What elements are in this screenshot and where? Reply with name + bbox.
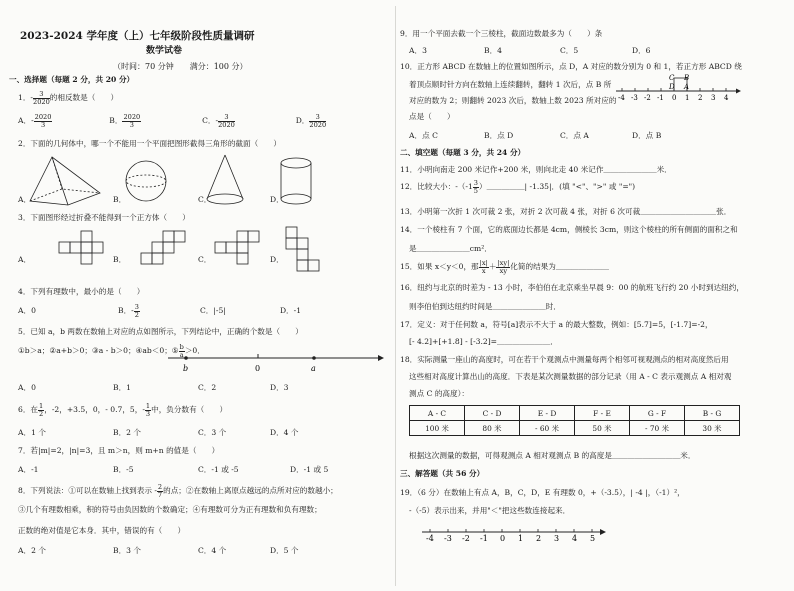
q2-option-d: D． [270, 195, 284, 204]
table-cell: - 60 米 [520, 421, 575, 436]
q9-option-b: B．4 [484, 46, 503, 55]
section-fill-title: 二、填空题（每题 3 分，共 24 分） [400, 148, 526, 157]
question-8-line-1: 8．下列说法：①可以在数轴上找到表示 - $\frac{2}{7}$ 的点；②在数轴上离原点越远的点所对应的数越小； [18, 482, 338, 499]
q3-option-c: C． [198, 255, 212, 264]
q2-solid-figures [0, 153, 394, 213]
question-10-line-4: 点是（ ） [409, 112, 455, 121]
q6-option-a: A．1 个 [18, 428, 46, 437]
q3-option-d: D． [270, 255, 284, 264]
tick-label: -3 [631, 94, 638, 102]
net-c [215, 231, 259, 264]
tick-label: -2 [462, 534, 470, 543]
table-cell: 100 米 [410, 421, 465, 436]
question-13: 13．小明第一次折 1 次可裁 2 张，对折 2 次可裁 4 张，对折 6 次可裁＿＿＿＿＿＿＿＿＿＿张． [400, 207, 732, 216]
table-header-row [410, 406, 740, 421]
q10-option-d: D．点 B [632, 131, 662, 140]
question-18-line-4: 根据这次测量的数据，可得观测点 A 相对观测点 B 的高度是＿＿＿＿＿＿＿＿＿米． [409, 451, 696, 460]
net-a [59, 231, 103, 264]
tick-label: 4 [724, 94, 729, 102]
table-cell: F - E [575, 406, 630, 421]
question-8-line-2: ③几个有理数相乘，积的符号由负因数的个数确定；④有理数可分为正有理数和负有理数； [18, 505, 322, 514]
tick-label: -1 [480, 534, 488, 543]
question-5-items: ①b＞a；②a+b＞0；③a - b＞0；④ab＜0；⑤ $\frac{b}{a}$ ＞0． [18, 342, 205, 359]
q6-option-d: D．4 个 [270, 428, 299, 437]
tick-label: 5 [590, 534, 596, 543]
question-1-options: A．- $\frac{2020}{3}$ B． $\frac{2020}{3}$ C．- $\frac{3}{2020}$ D． $\frac{3}{2020}$ [18, 112, 327, 129]
q8-option-c: C．4 个 [198, 546, 227, 555]
exam-meta: （时间：70 分钟 满分：100 分） [113, 62, 248, 71]
q5-number-line [160, 344, 390, 374]
q10-label-d: D [669, 83, 675, 91]
question-6: 6．在 $\frac{1}{2}$ ，-2，+3.5，0，- 0.7，5，- $\frac{1}{3}$ 中，负分数有（ ） [18, 401, 228, 418]
sphere-figure [126, 161, 166, 201]
q9-option-c: C．5 [560, 46, 579, 55]
question-18-line-3: 测点 C 的高度）： [409, 389, 469, 398]
question-18-line-1: 18．实际测量一座山的高度时，可在若干个观测点中测量每两个相邻可视观测点的相对高度然后用 [400, 355, 729, 364]
q7-option-d: D．-1 或 5 [290, 465, 329, 474]
q10-number-line [612, 72, 742, 112]
table-cell: G - F [630, 406, 685, 421]
q7-option-c: C．-1 或 -5 [198, 465, 239, 474]
tick-label: 3 [554, 534, 560, 543]
question-14-line-1: 14．一个棱柱有 7 个面，它的底面边长都是 4cm，侧棱长 3cm，则这个棱柱的所有侧面的面积之和 [400, 225, 738, 234]
q10-label-a: A [684, 83, 690, 91]
question-11: 11．小明向南走 200 米记作+200 米，则向北走 40 米记作＿＿＿＿＿＿＿米． [400, 165, 672, 174]
q19-number-line [420, 520, 610, 550]
net-b [141, 231, 185, 264]
q9-option-d: D．6 [632, 46, 651, 55]
q10-label-b: B [684, 74, 690, 82]
q2-option-a: A． [18, 195, 32, 204]
height-data-table [409, 405, 740, 436]
q5-option-d: D．3 [270, 383, 289, 392]
q8-option-d: D．5 个 [270, 546, 299, 555]
exam-title: 2023-2024 学年度（上）七年级阶段性质量调研 [20, 30, 255, 42]
question-16-line-1: 16．纽约与北京的时差为 - 13 小时，李伯伯在北京乘坐早晨 9：00 的航班飞行约 20 小时到达纽约， [400, 283, 744, 292]
table-row [410, 421, 740, 436]
question-15: 15．如果 x＜y＜0，那 $\frac{|x|}{x}$ ＋ $\frac{|xy|}{xy}$ 化简的结果为＿＿＿＿＿＿＿ [400, 258, 610, 275]
exam-subject: 数学试卷 [146, 46, 183, 56]
question-17-line-2: [- 4.2]+[+1.8] - [-3.2]=＿＿＿＿＿＿＿． [409, 337, 558, 346]
question-8-line-3: 正数的绝对值是它本身．其中，错误的有（ ） [18, 526, 186, 535]
tick-label: -1 [657, 94, 664, 102]
table-cell: B - G [685, 406, 740, 421]
column-divider [395, 6, 396, 586]
table-cell: 80 米 [465, 421, 520, 436]
cone-figure [207, 155, 243, 204]
tick-label: -4 [618, 94, 625, 102]
tick-label: 4 [572, 534, 578, 543]
q3-option-b: B． [113, 255, 127, 264]
question-5: 5．已知 a，b 两数在数轴上对应的点如图所示，下列结论中，正确的个数是（ ） [18, 327, 303, 336]
table-cell: 50 米 [575, 421, 630, 436]
question-19-line-1: 19．（6 分）在数轴上有点 A，B，C，D，E 有理数 0，+（-3.5），| -4 |，（-1）²， [400, 488, 685, 497]
q5-label-a: a [311, 364, 316, 373]
q5-option-c: C．2 [198, 383, 217, 392]
q6-option-b: B．2 个 [113, 428, 142, 437]
question-10-line-2: 着顶点顺时针方向在数轴上连续翻转，翻转 1 次后，点 B 所 [409, 80, 612, 89]
q9-option-a: A．3 [409, 46, 427, 55]
question-10-line-1: 10．正方形 ABCD 在数轴上的位置如图所示，点 D，A 对应的数分别为 0 和 1，若正方形 ABCD 绕 [400, 62, 742, 71]
q5-option-b: B．1 [113, 383, 132, 392]
question-16-line-2: 则李伯伯到达纽约时间是＿＿＿＿＿＿＿时． [409, 302, 561, 311]
question-17-line-1: 17．定义：对于任何数 a，符号[a]表示不大于 a 的最大整数，例如：[5.7]=5，[-1.7]=-2， [400, 320, 713, 329]
net-d [286, 227, 319, 271]
table-cell: A - C [410, 406, 465, 421]
pyramid-figure [30, 157, 100, 205]
section-answer-title: 三、解答题（共 56 分） [400, 469, 485, 478]
q10-option-a: A．点 C [409, 131, 438, 140]
tick-label: 2 [536, 534, 542, 543]
table-cell: E - D [520, 406, 575, 421]
q6-option-c: C．3 个 [198, 428, 227, 437]
q10-option-b: B．点 D [484, 131, 514, 140]
q7-option-b: B．-5 [113, 465, 134, 474]
q10-option-c: C．点 A [560, 131, 589, 140]
question-3: 3．下面图形经过折叠不能得到一个正方体（ ） [18, 213, 190, 222]
q5-option-a: A．0 [18, 383, 36, 392]
section-choice-title: 一、选择题（每题 2 分，共 20 分） [9, 75, 135, 84]
tick-label: 2 [698, 94, 703, 102]
question-12: 12．比较大小：-（-1 $\frac{3}{5}$ ）＿＿＿＿＿| -1.35|．(填 "<"、">" 或 "=") [400, 178, 636, 195]
q2-option-c: C． [198, 195, 212, 204]
tick-label: -2 [644, 94, 651, 102]
q3-option-a: A． [18, 255, 32, 264]
question-4-options: A．0 B．- $\frac{3}{2}$ C．|-5| D．-1 [18, 302, 302, 319]
q5-label-b: b [183, 364, 189, 373]
question-4: 4．下列有理数中，最小的是（ ） [18, 287, 145, 296]
q3-nets [0, 222, 394, 286]
question-19-line-2: -（-5）表示出来，并用"＜"把这些数连接起来． [409, 506, 571, 515]
question-18-line-2: 这些相对高度计算出山的高度．下表是某次测量数据的部分记录（用 A - C 表示观测点 A 相对观 [409, 372, 732, 381]
tick-label: -3 [444, 534, 452, 543]
question-9: 9．用一个平面去截一个三棱柱，截面边数最多为（ ）条 [400, 29, 603, 38]
tick-label: 1 [518, 534, 524, 543]
tick-label: 0 [500, 534, 506, 543]
tick-label: 1 [685, 94, 690, 102]
question-2: 2．下面的几何体中，哪一个不能用一个平面把图形截得三角形的截面（ ） [18, 139, 282, 148]
table-cell: - 70 米 [630, 421, 685, 436]
tick-label: 3 [711, 94, 716, 102]
question-10-line-3: 对应的数为 2；则翻转 2023 次后，数轴上数 2023 所对应的 [409, 96, 617, 105]
question-7: 7．若|m|=2，|n|=3，且 m＞n，则 m+n 的值是（ ） [18, 446, 220, 455]
q8-option-b: B．3 个 [113, 546, 142, 555]
q2-option-b: B． [113, 195, 127, 204]
q10-label-c: C [669, 74, 675, 82]
q8-option-a: A．2 个 [18, 546, 46, 555]
question-14-line-2: 是＿＿＿＿＿＿＿cm²． [409, 244, 492, 253]
tick-label: -4 [426, 534, 434, 543]
question-1: 1．- $\frac{3}{2020}$ 的相反数是（ ） [18, 89, 119, 106]
q5-label-0: 0 [255, 364, 261, 373]
cylinder-figure [281, 158, 311, 204]
q7-option-a: A．-1 [18, 465, 39, 474]
tick-label: 0 [672, 94, 677, 102]
table-cell: 30 米 [685, 421, 740, 436]
table-cell: C - D [465, 406, 520, 421]
